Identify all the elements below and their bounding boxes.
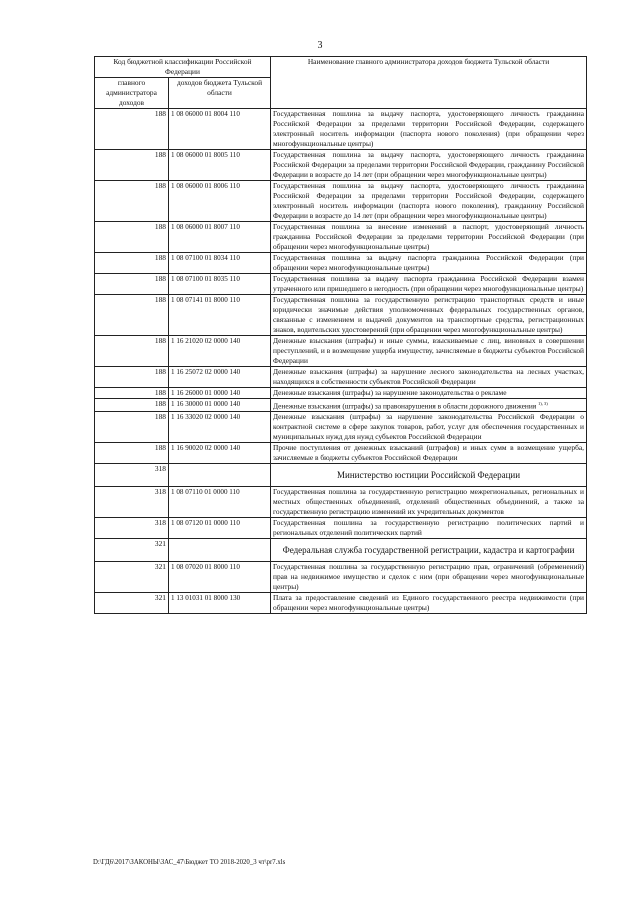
budget-code-cell (169, 222, 271, 253)
table-row (95, 109, 587, 150)
admin-code-cell-text: 321 (154, 593, 166, 603)
admin-code-cell (95, 518, 169, 539)
admin-code-cell (95, 274, 169, 295)
budget-code-cell-text: 1 08 07100 01 8034 110 (171, 254, 240, 262)
budget-code-cell (169, 109, 271, 150)
admin-code-cell (95, 295, 169, 336)
code-group-header: Код бюджетной классификации Российской Федерации (95, 57, 271, 78)
description-cell (271, 518, 587, 539)
budget-code-cell (169, 336, 271, 367)
budget-code-cell (169, 295, 271, 336)
budget-code-cell-text: 1 08 07120 01 0000 110 (171, 519, 240, 528)
table-row (95, 181, 587, 222)
admin-code-cell-text: 188 (154, 222, 166, 231)
table-row (95, 150, 587, 181)
admin-code-cell-text: 188 (154, 109, 166, 118)
description-cell-text: Государственная пошлина за выдачу паспорта, удостоверяющего личность гражданина Российской Федерации за пределами территории Российской Федерации, содержащего электронный носитель информации (паспорта нового поколения) (при обращении через многофункциональные центры) (273, 109, 584, 148)
budget-code-cell (169, 388, 271, 399)
description-cell (271, 412, 587, 443)
description-cell-text: Денежные взыскания (штрафы) и иные суммы, взыскиваемые с лиц, виновных в совершении преступлений, и в возмещение ущерба имуществу, зачисляемые в бюджеты субъектов Российской Федерации (273, 336, 584, 365)
description-cell-text: Государственная пошлина за государственную регистрацию политических партий и региональных отделений политических партий (273, 518, 584, 538)
table-row (95, 443, 587, 464)
description-cell (271, 109, 587, 150)
budget-code-cell-text: 1 08 06000 01 8006 110 (171, 182, 240, 190)
section-title-cell-text: Министерство юстиции Российской Федерации (337, 470, 521, 481)
budget-code-cell (169, 399, 271, 412)
admin-code-cell-text: 188 (154, 367, 166, 376)
description-cell (271, 222, 587, 253)
admin-column-header: главного администратора доходов (95, 78, 169, 109)
description-cell-text: Государственная пошлина за выдачу паспорта, удостоверяющего личность гражданина Российской Федерации за пределами территории Российской Федерации, содержащего электронный носитель информации (паспорта нового поколения), гражданину Российской Федерации в возрасте до 14 лет (при обращении через многофункциональные центры) (273, 181, 584, 220)
budget-code-cell (169, 443, 271, 464)
budget-code-cell (169, 412, 271, 443)
description-cell-text: Государственная пошлина за государственную регистрацию прав, ограничений (обременений) прав на недвижимое имущество и сделок с ним (при обращении через многофункциональные центры) (273, 562, 584, 592)
section-row (95, 539, 587, 562)
admin-code-cell (95, 367, 169, 388)
description-cell-text: Денежные взыскания (штрафы) за нарушение законодательства о рекламе (273, 388, 507, 397)
budget-code-cell-text: 1 16 33020 02 0000 140 (171, 413, 241, 422)
description-cell-text: Государственная пошлина за государственную регистрацию межрегиональных, региональных и местных общественных объединений, отделений общественных объединений, а также за государственную регистрацию изменений их учредительных документов (273, 487, 584, 517)
budget-code-cell (169, 253, 271, 274)
admin-code-cell-text: 188 (154, 150, 166, 159)
section-admin-cell (95, 464, 169, 487)
budget-code-cell-text: 1 16 21020 02 0000 140 (171, 337, 241, 345)
admin-code-cell-text: 188 (154, 443, 166, 453)
section-title-cell (271, 539, 587, 562)
admin-code-cell-text: 321 (154, 562, 166, 572)
table-row (95, 336, 587, 367)
description-cell-text: Государственная пошлина за выдачу паспорта гражданина Российской Федерации взамен утраченного или пришедшего в негодность (при обращении через многофункциональные центры) (273, 274, 584, 293)
section-title-cell-text: Федеральная служба государственной регистрации, кадастра и картографии (282, 545, 575, 556)
page-number: 3 (317, 40, 323, 51)
budget-code-cell-text: 1 08 07141 01 8000 110 (171, 296, 240, 304)
description-cell (271, 181, 587, 222)
admin-code-cell (95, 181, 169, 222)
budget-code-cell-text: 1 13 01031 01 8000 130 (171, 594, 241, 603)
description-cell-text: Плата за предоставление сведений из Единого государственного реестра недвижимости (при обращении через многофункциональные центры) (273, 593, 584, 613)
admin-code-cell (95, 412, 169, 443)
section-row (95, 464, 587, 487)
description-cell-text: Государственная пошлина за выдачу паспорта, удостоверяющего личность гражданина Российской Федерации за пределами территории Российской Федерации, гражданину Российской Федерации в возрасте до 14 лет (при обращении через многофункциональные центры) (273, 150, 584, 179)
table-row (95, 487, 587, 518)
admin-code-cell (95, 399, 169, 412)
description-cell-text: Государственная пошлина за выдачу паспорта гражданина Российской Федерации (при обращении через многофункциональные центры) (273, 253, 584, 272)
table-row (95, 295, 587, 336)
admin-code-cell-text: 188 (154, 388, 166, 397)
budget-code-cell (169, 562, 271, 593)
admin-code-cell (95, 109, 169, 150)
admin-code-cell-text: 188 (154, 181, 166, 190)
description-cell (271, 253, 587, 274)
table-row (95, 399, 587, 412)
description-cell (271, 295, 587, 336)
budget-code-cell-text: 1 08 06000 01 8005 110 (171, 151, 240, 159)
admin-code-cell (95, 443, 169, 464)
description-cell (271, 336, 587, 367)
table-row (95, 562, 587, 593)
table-row (95, 274, 587, 295)
admin-code-cell (95, 487, 169, 518)
admin-code-cell (95, 562, 169, 593)
description-cell-text: Прочие поступления от денежных взысканий (штрафов) и иных сумм в возмещение ущерба, зачисляемые в бюджеты субъектов Российской Федерации (273, 443, 584, 463)
budget-code-cell-text: 1 08 07020 01 8000 110 (171, 563, 240, 572)
budget-table (94, 56, 587, 614)
admin-code-cell-text: 188 (154, 412, 166, 422)
section-admin-cell (95, 539, 169, 562)
budget-code-cell-text: 1 08 07100 01 8035 110 (171, 275, 240, 283)
budget-code-cell-text: 1 08 06000 01 8004 110 (171, 110, 240, 118)
section-admin-cell-text: 318 (154, 464, 166, 474)
budget-code-cell (169, 487, 271, 518)
description-cell (271, 150, 587, 181)
description-cell (271, 562, 587, 593)
description-cell (271, 274, 587, 295)
description-cell-text: Государственная пошлина за государственную регистрацию транспортных средств и иные юридически значимые действия уполномоченных федеральных государственных органов, связанные с изменением и выдачей документов на транспортные средства, регистрационных знаков, водительских удостоверений (при обращении через многофункциональные центры) (273, 295, 584, 334)
admin-code-cell (95, 150, 169, 181)
budget-code-cell (169, 367, 271, 388)
budget-code-cell-text: 1 16 90020 02 0000 140 (171, 444, 241, 453)
empty-cell (169, 539, 271, 562)
section-title-cell (271, 464, 587, 487)
budget-code-cell-text: 1 16 25072 02 0000 140 (171, 368, 241, 376)
table-row (95, 388, 587, 399)
description-cell (271, 443, 587, 464)
budget-code-cell-text: 1 08 07110 01 0000 110 (171, 488, 240, 497)
table-row (95, 593, 587, 614)
admin-code-cell-text: 188 (154, 399, 166, 408)
section-admin-cell-text: 321 (154, 539, 166, 549)
file-path-footer: D:\ГД6\2017\ЗАКОНЫ\ЗАС_47\Бюджет ТО 2018-2020_3 чт\pr7.xls (93, 859, 286, 866)
empty-cell (169, 464, 271, 487)
budget-code-cell-text: 1 16 26000 01 0000 140 (171, 389, 241, 397)
admin-code-cell (95, 388, 169, 399)
table-row (95, 253, 587, 274)
description-cell-text: Денежные взыскания (штрафы) за правонарушения в области дорожного движения (273, 401, 537, 411)
budget-code-cell (169, 593, 271, 614)
table-row (95, 518, 587, 539)
description-cell (271, 487, 587, 518)
budget-code-cell (169, 518, 271, 539)
table-row (95, 367, 587, 388)
admin-code-cell (95, 593, 169, 614)
budget-code-cell (169, 150, 271, 181)
income-column-header: доходов бюджета Тульской области (169, 78, 271, 109)
description-cell (271, 388, 587, 399)
description-cell-text: Денежные взыскания (штрафы) за нарушение законодательства Российской Федерации о контрактной системе в сфере закупок товаров, работ, услуг для обеспечения государственных и муниципальных нужд для нужд субъектов Российской Федерации (273, 412, 584, 442)
budget-code-cell (169, 274, 271, 295)
table-row (95, 222, 587, 253)
table-row (95, 412, 587, 443)
admin-code-cell-text: 188 (154, 295, 166, 304)
budget-code-cell (169, 181, 271, 222)
admin-code-cell-text: 318 (154, 518, 166, 528)
admin-code-cell-text: 188 (154, 274, 166, 283)
description-cell (271, 399, 587, 412)
description-cell (271, 367, 587, 388)
admin-code-cell (95, 222, 169, 253)
admin-code-cell (95, 336, 169, 367)
description-cell (271, 593, 587, 614)
admin-code-cell-text: 188 (154, 336, 166, 345)
admin-code-cell-text: 318 (154, 487, 166, 497)
description-cell-text: Денежные взыскания (штрафы) за нарушение лесного законодательства на лесных участках, находящихся в собственности субъектов Российской Федерации (273, 367, 584, 386)
admin-code-cell-text: 188 (154, 253, 166, 262)
footnote-marker: 1), 3) (538, 401, 548, 406)
budget-code-cell-text: 1 16 30000 01 0000 140 (171, 400, 241, 408)
table-header-row (95, 57, 587, 78)
name-column-header: Наименование главного администратора доходов бюджета Тульской области (271, 57, 587, 109)
budget-code-cell-text: 1 08 06000 01 8007 110 (171, 223, 240, 231)
description-cell-text: Государственная пошлина за внесение изменений в паспорт, удостоверяющий личность гражданина Российской Федерации за пределами территории Российской Федерации (при обращении через многофункциональные центры) (273, 222, 584, 251)
admin-code-cell (95, 253, 169, 274)
